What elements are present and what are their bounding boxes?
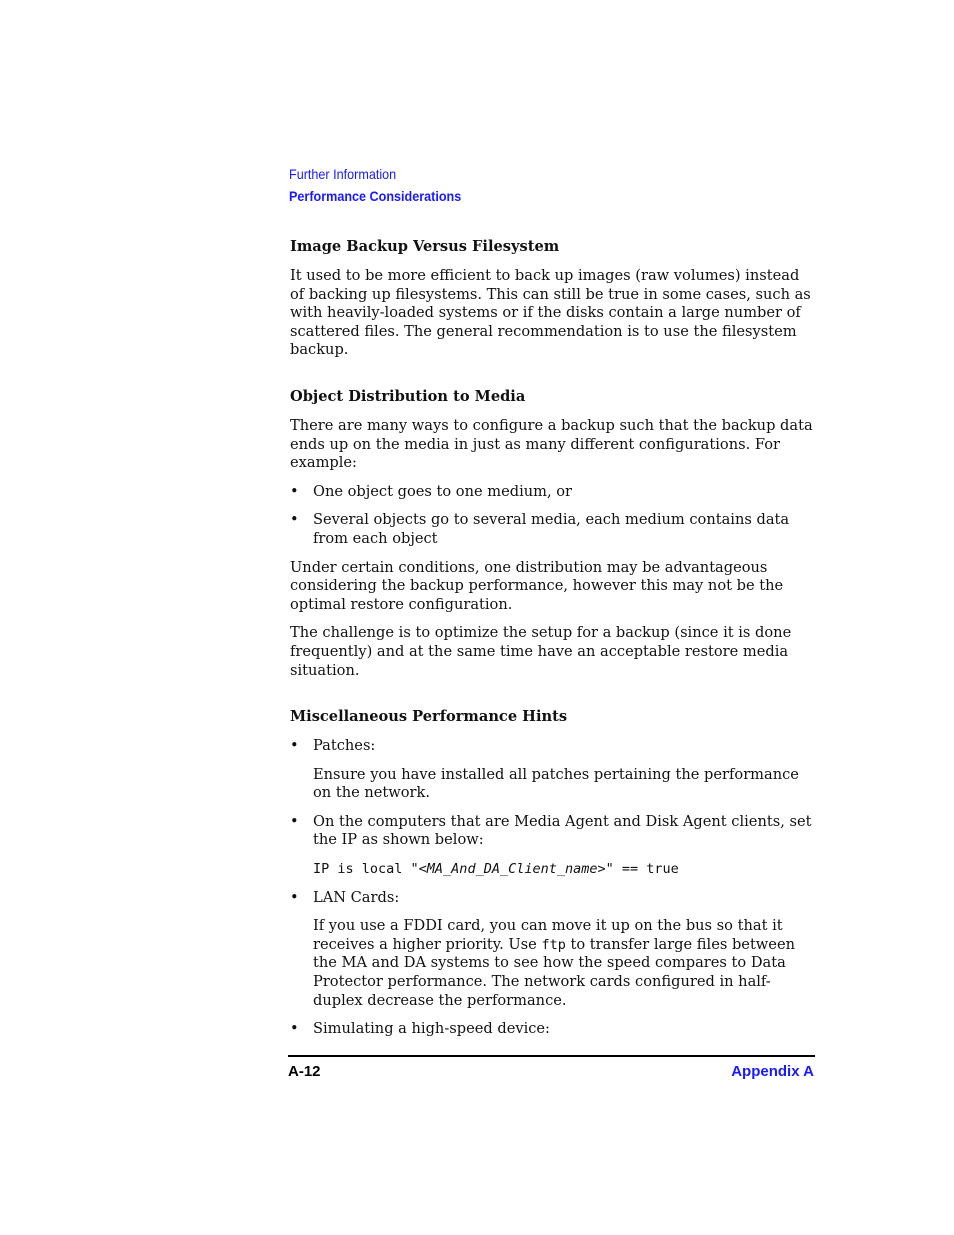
code-prefix: IP is local " <box>313 861 419 878</box>
code-variable: <MA_And_DA_Client_name> <box>418 861 606 878</box>
list-item <box>290 483 818 502</box>
heading-image-backup: Image Backup Versus Filesystem <box>290 238 560 255</box>
paragraph-object-distribution-intro: There are many ways to configure a backup such that the backup data ends up on the media in just as many different configurations. For example: <box>290 416 813 472</box>
list-item-text: Patches: <box>313 737 376 755</box>
paragraph-patches: Ensure you have installed all patches pertaining the performance on the network. <box>313 765 799 802</box>
list-item-simulating <box>290 1020 818 1039</box>
list-item-text: On the computers that are Media Agent and Disk Agent clients, set the IP as shown below: <box>313 812 812 849</box>
footer-rule <box>288 1055 815 1057</box>
misc-hints-list-lan <box>290 889 818 908</box>
breadcrumb-chapter: Further Information <box>289 166 397 182</box>
main-content <box>290 238 818 1049</box>
list-item <box>290 511 818 548</box>
bullet-icon: • <box>290 482 299 500</box>
paragraph-lan-cards <box>313 917 818 1010</box>
footer-chapter-label: Appendix A <box>731 1063 814 1080</box>
paragraph-image-backup: It used to be more efficient to back up images (raw volumes) instead of backing up filesystems. This can still be true in some cases, such as with heavily-loaded systems or if the disks contain a large number of scattered files. The general recommendation is to use the filesystem backup. <box>290 267 811 359</box>
object-distribution-list <box>290 483 818 549</box>
list-item-text: LAN Cards: <box>313 888 400 906</box>
paragraph-distribution-conditions: Under certain conditions, one distribution may be advantageous considering the backup performance, however this may not be the optimal restore configuration. <box>290 558 784 613</box>
bullet-icon: • <box>290 1020 299 1038</box>
lan-text-2: to transfer large files between the MA and DA systems to see how the speed compares to Data Protector performance. The network cards configured in half-duplex decrease the performance. <box>313 935 795 1009</box>
list-item-lan <box>290 889 818 908</box>
list-item-text: One object goes to one medium, or <box>313 482 573 500</box>
heading-object-distribution: Object Distribution to Media <box>290 387 526 405</box>
misc-hints-list-sim <box>290 1020 818 1039</box>
lan-text-1: If you use a FDDI card, you can move it up on the bus so that it receives a higher priority. Use <box>313 917 783 953</box>
list-item-ip <box>290 813 818 850</box>
list-item-text: Simulating a high-speed device: <box>313 1020 550 1038</box>
bullet-icon: • <box>290 812 299 830</box>
misc-hints-list-ip <box>290 813 818 850</box>
code-ip-setting <box>313 860 818 879</box>
heading-misc-hints: Miscellaneous Performance Hints <box>290 708 568 726</box>
page-number: A-12 <box>288 1063 321 1080</box>
misc-hints-list <box>290 737 818 756</box>
breadcrumb-section: Performance Considerations <box>289 188 462 204</box>
bullet-icon: • <box>290 511 299 529</box>
bullet-icon: • <box>290 737 299 755</box>
inline-code-ftp: ftp <box>541 936 566 953</box>
list-item-text: Several objects go to several media, each medium contains data from each object <box>313 511 790 547</box>
paragraph-distribution-challenge: The challenge is to optimize the setup for a backup (since it is done frequently) and at the same time have an acceptable restore media situation. <box>290 624 792 679</box>
code-suffix: " == true <box>605 861 679 878</box>
bullet-icon: • <box>290 888 299 906</box>
list-item-patches <box>290 737 818 756</box>
